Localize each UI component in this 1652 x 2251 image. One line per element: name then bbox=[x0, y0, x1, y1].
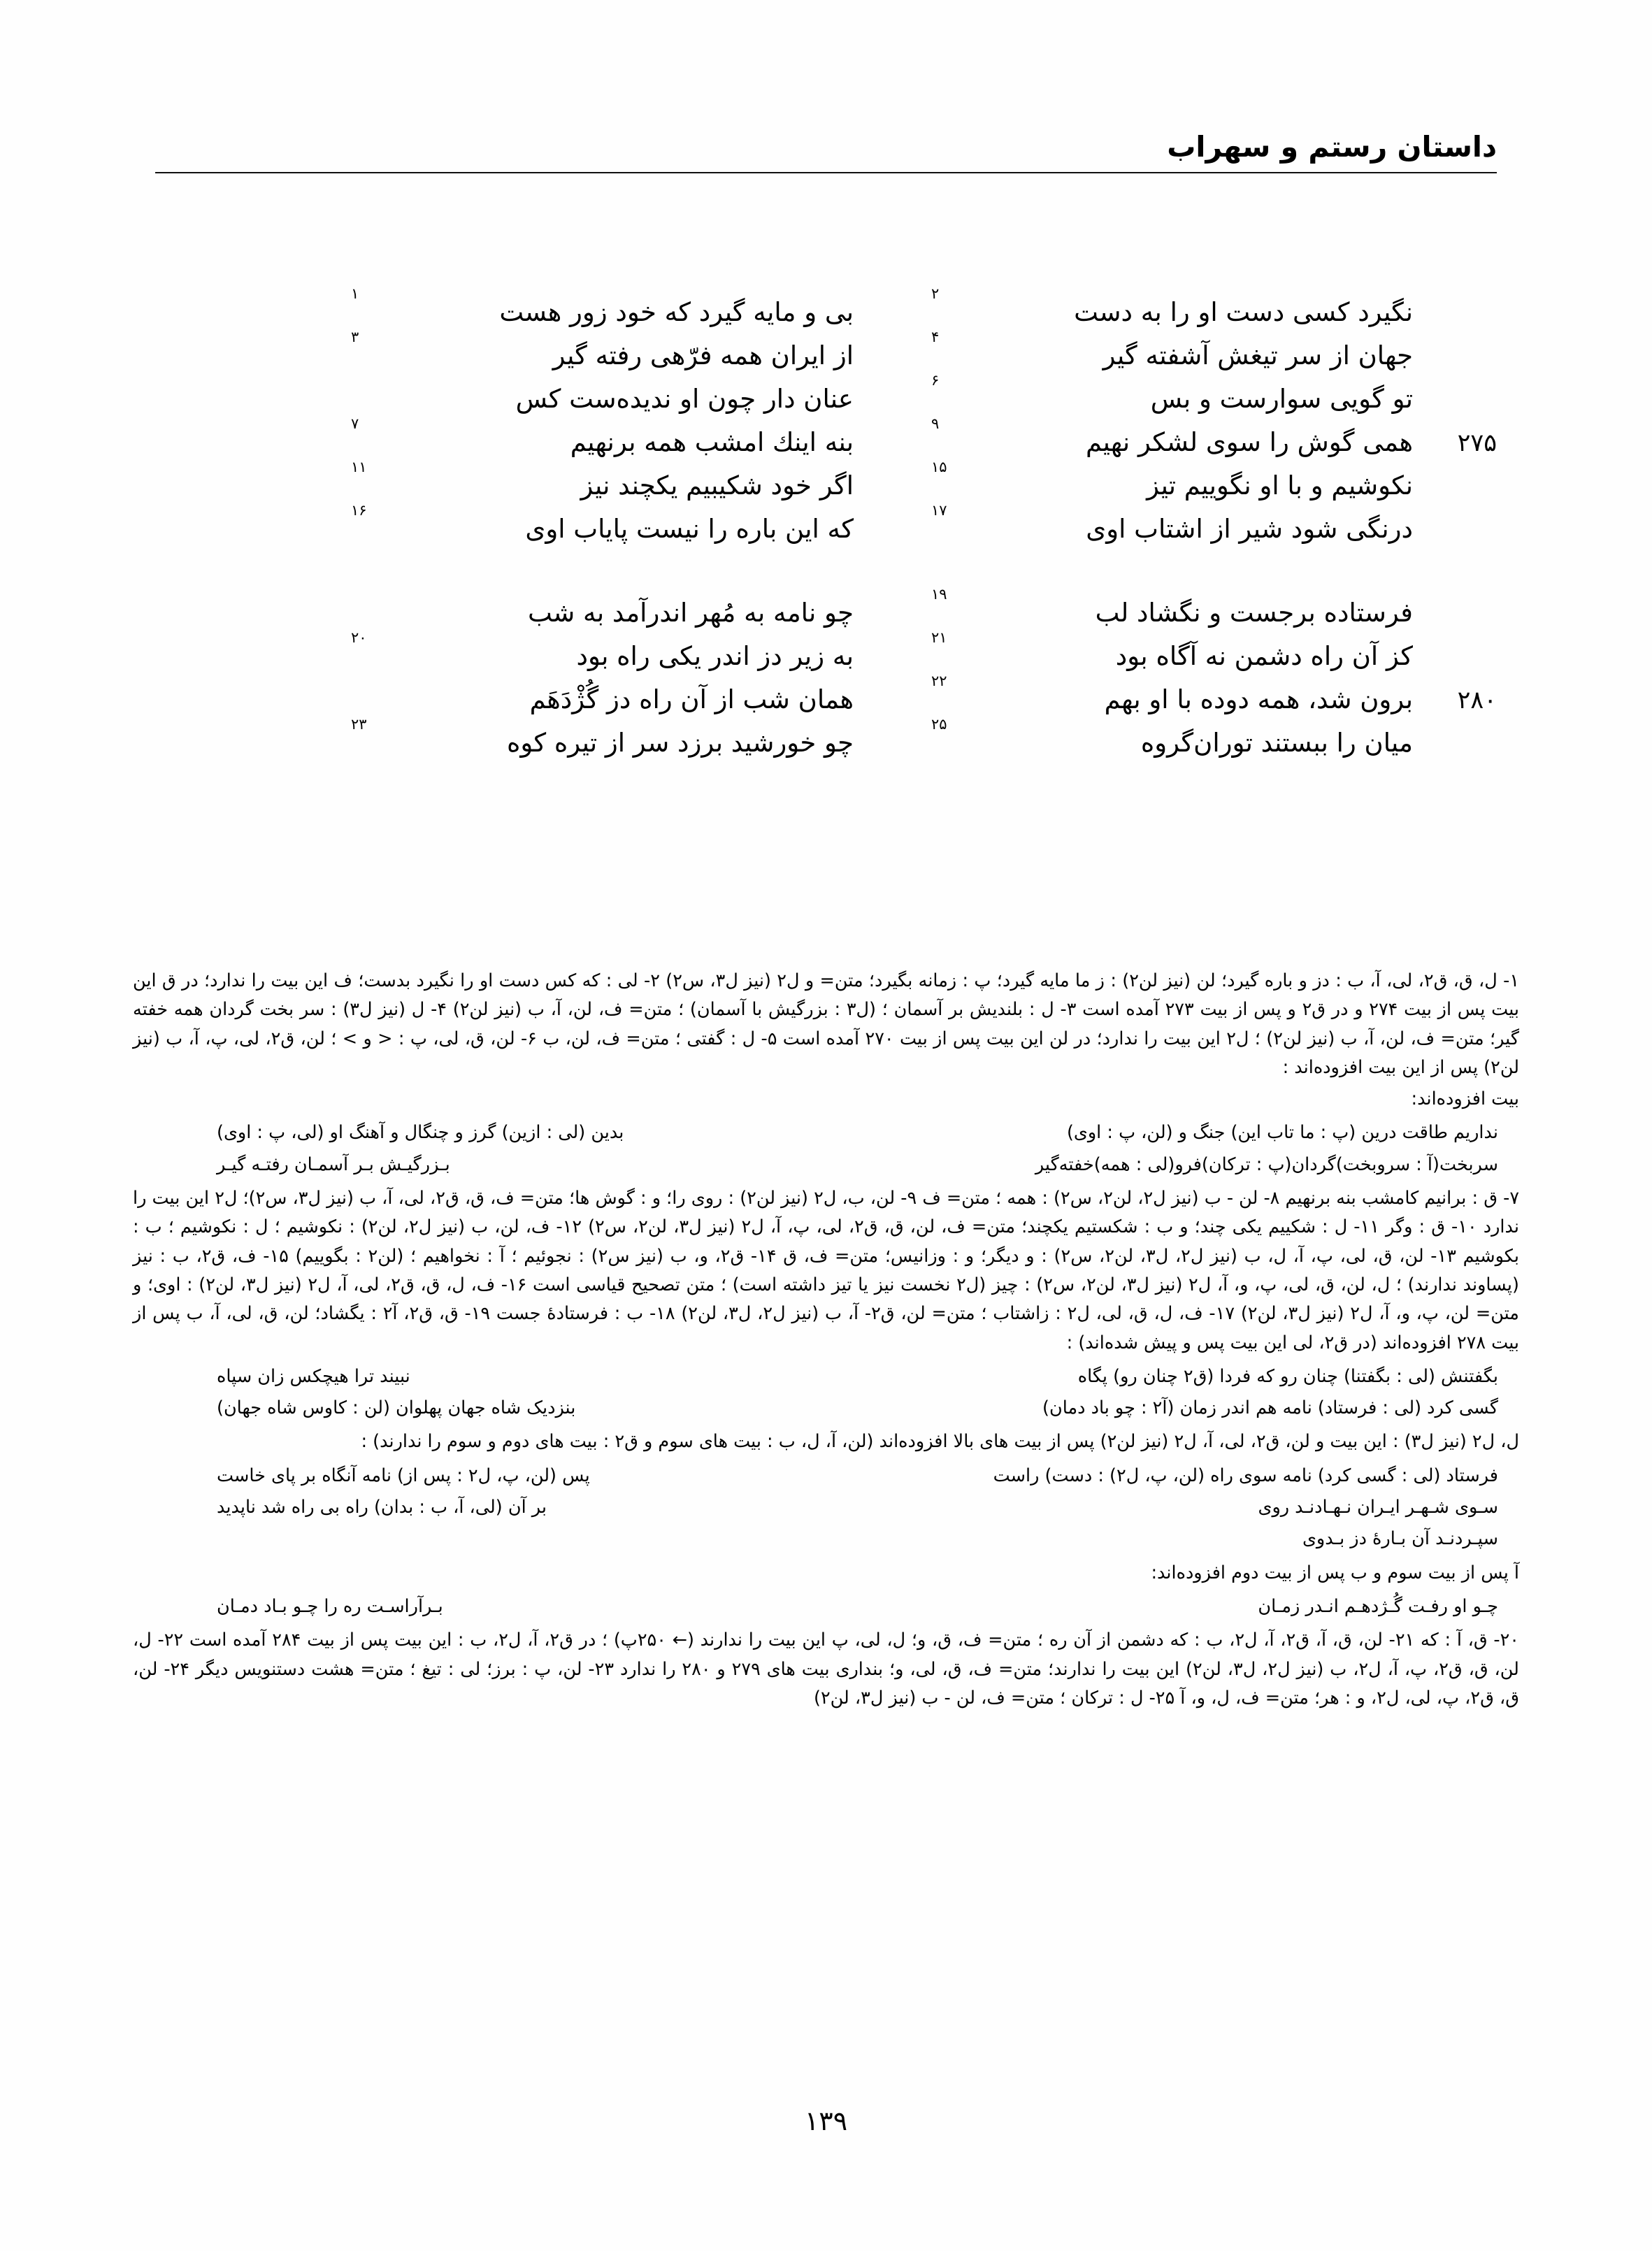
hemistich-b: عنان دار چون او ندیده‌ست کس bbox=[515, 384, 854, 414]
hemistich-a: درنگی شود شیر از اشتاب اوی ۱۷ bbox=[931, 510, 1420, 548]
apparatus-hemistich-a: بگفتنش (لی : بگفتنا) چنان رو که فردا (ق۲ چنان رو) پگاه bbox=[1077, 1365, 1498, 1387]
apparatus-paragraph-2: ۷- ق : برانیم کامشب بنه برنهیم ۸- لن - ب (نیز ل۲، لن۲، س۲) : همه ؛ متن= ف ۹- لن، ب، ل۲ (نیز لن۲) : روی را؛ و : گوش ها؛ متن= ف، ق، ق۲، لی، آ، ب (نیز ل۳، س۲)؛ ل۲ این بیت را ندارد ۱۰- ق : وگر ۱۱- ل : شکییم یکی چند؛ و ب : شکستیم یکچند؛ متن= ف، لن، ق، ق۲، لی، پ، آ، ل۲ (نیز ل۳، لن۲، س۲) ۱۲- ف، لن، ب (نیز ل۲، لن۲) : نکوشیم ؛ ل : نکوشیم ؛ ب : بکوشیم ۱۳- لن، ق، لی، پ، آ، ل، ب (نیز ل۲، ل۳، لن۲، س۲) : و دیگر؛ و : وزانیس؛ متن= ف، ق ۱۴- ق۲، و، ب (نیز س۲) : نجوئیم ؛ آ : نخواهیم ؛ (لن۲ : بگوییم) ۱۵- ف، ق۲، ب : نیز (پساوند ندارند) ؛ ل، لن، ق، لی، پ، و، آ، ل۲ (نیز ل۳، لن۲، س۲) : چیز (ل۲ نخست نیز یا تیز داشته است) ؛ متن تصحیح قیاسی است ۱۶- ف، ل، ق، ق۲، لی، آ، ل۲ (نیز ل۳، لن۲) : اوی؛ و متن= لن، پ، و، آ، ل۲ (نیز ل۳، لن۲) ۱۷- ف، ل، ق، لی، ل۲ : زاشتاب ؛ متن= لن، ق۲- آ، ب (نیز ل۲، ل۳، لن۲) ۱۸- ب : فرستادهٔ جست ۱۹- ق، ق۲، آ۲ : یگشاد؛ لن، ق، لی، آ، ب پس از بیت ۲۷۸ افزوده‌اند (در ق۲، لی این بیت پس و پیش شده‌اند) : bbox=[133, 1188, 1520, 1353]
verse-line bbox=[155, 502, 1497, 554]
hemistich-b: به زیر دز اندر یکی راه بود ۲۰ bbox=[350, 638, 854, 675]
hemistich-b: بنه اینك امشب همه برنهیم ۷ bbox=[350, 424, 854, 461]
footnote-marker: ۲۰ bbox=[351, 629, 367, 646]
apparatus-hemistich-b: بـرآراسـت ره را چـو بـاد دمـان bbox=[217, 1595, 443, 1617]
apparatus-hemistich-a: نداریم طاقت درین (پ : ما تاب این) جنگ و (لن، پ : اوی) bbox=[1066, 1122, 1498, 1144]
verse-area bbox=[155, 285, 1497, 808]
footnote-marker: ۷ bbox=[351, 415, 359, 432]
critical-apparatus bbox=[133, 967, 1519, 1713]
apparatus-couplet-line bbox=[133, 1592, 1519, 1621]
apparatus-couplet-four bbox=[133, 1592, 1519, 1621]
footnote-marker: ۶ bbox=[931, 372, 940, 389]
footnote-marker: ۱ bbox=[351, 285, 359, 302]
hemistich-a: همی گوش را سوی لشکر نهیم ۹ bbox=[931, 424, 1420, 461]
hemistich-a: فرستاده برجست و نگشاد لب ۱۹ bbox=[931, 594, 1420, 632]
running-head-block bbox=[155, 130, 1497, 173]
footnote-marker: ۱۵ bbox=[931, 459, 947, 475]
hemistich-b: اگر خود شکیبیم یکچند نیز ۱۱ bbox=[350, 467, 854, 505]
apparatus-couplet-line bbox=[133, 1119, 1519, 1147]
footnote-marker: ۲۳ bbox=[351, 716, 367, 733]
footnote-marker: ۲۵ bbox=[931, 716, 947, 733]
hemistich-a: برون شد، همه دوده با او بهم ۲۲ bbox=[931, 681, 1420, 719]
stanza-two bbox=[155, 586, 1497, 768]
footnote-marker: ۱۱ bbox=[351, 459, 367, 475]
apparatus-hemistich-b: پس (لن، پ، ل۲ : پس از) نامه آنگاه بر پای خاست bbox=[217, 1465, 590, 1486]
footnote-marker: ۴ bbox=[931, 329, 940, 345]
apparatus-hemistich-b: بـزرگیـش بـر آسمـان رفتـه گیـر bbox=[217, 1153, 450, 1175]
hemistich-b: همان شب از آن راه دز گُژْدَهَم bbox=[529, 684, 854, 714]
apparatus-hemistich-b: بدین (لی : ازین) گرز و چنگال و آهنگ او (لی، پ : اوی) bbox=[217, 1122, 624, 1144]
hemistich-b: بی و مایه گیرد که خود زور هست ۱ bbox=[350, 294, 854, 331]
footnote-marker: ۲ bbox=[931, 285, 940, 302]
page-number: ۱۳۹ bbox=[804, 2106, 848, 2136]
footnote-marker: ۱۹ bbox=[931, 586, 947, 603]
verse-number: ۲۷۵ bbox=[1457, 429, 1497, 457]
apparatus-hemistich-a: چـو او رفـت گُـژدهـم انـدر زمـان bbox=[1258, 1595, 1498, 1617]
apparatus-hemistich-b: نبیند ترا هیچکس زان سپاه bbox=[217, 1365, 410, 1387]
hemistich-b: از ایران همه فرّهی رفته گیر ۳ bbox=[350, 337, 854, 375]
apparatus-hemistich-b: بر آن (لی، آ، ب : بدان) راه بی راه شد ناپدید bbox=[217, 1497, 547, 1518]
apparatus-couplet-line bbox=[133, 1362, 1519, 1391]
hemistich-b: چو نامه به مُهر اندرآمد به شب bbox=[527, 598, 854, 628]
footnote-marker: ۳ bbox=[351, 329, 359, 345]
running-head-rule bbox=[155, 172, 1497, 173]
verse-line bbox=[155, 329, 1497, 380]
footnote-marker: ۱۶ bbox=[351, 502, 367, 519]
apparatus-paragraph-4: آ پس از بیت سوم و ب پس از بیت دوم افزوده‌اند: bbox=[1151, 1562, 1519, 1583]
apparatus-couplet-line bbox=[133, 1493, 1519, 1522]
apparatus-couplet-one bbox=[133, 1119, 1519, 1179]
hemistich-a: تو گویی سوارست و بس ۶ bbox=[931, 380, 1420, 418]
apparatus-hemistich-a: سـوی شـهـر ایـران نـهـادنـد روی bbox=[1258, 1497, 1498, 1518]
footnote-marker: ۹ bbox=[931, 415, 940, 432]
hemistich-b: چو خورشید برزد سر از تیره کوه ۲۳ bbox=[350, 724, 854, 762]
footnote-marker: ۱۷ bbox=[931, 502, 947, 519]
apparatus-hemistich-a: فرستاد (لی : گسی کرد) نامه سوی راه (لن، پ، ل۲) : دست) راست bbox=[993, 1465, 1498, 1486]
footnote-marker: ۲۱ bbox=[931, 629, 947, 646]
hemistich-b: که این باره را نیست پایاب اوی ۱۶ bbox=[350, 510, 854, 548]
apparatus-couplet-line bbox=[133, 1525, 1519, 1553]
apparatus-hemistich-b: بنزدیک شاه جهان پهلوان (لن : کاوس شاه جهان) bbox=[217, 1397, 576, 1419]
apparatus-hemistich-a: گسی کرد (لی : فرستاد) نامه هم اندر زمان (آ۲ : چو باد دمان) bbox=[1042, 1397, 1498, 1419]
apparatus-paragraph-1: ۱- ل، ق، ق۲، لی، آ، ب : دز و باره گیرد؛ لن (نیز لن۲) : ز ما مایه گیرد؛ پ : زمانه بگیرد؛ متن= و ل۲ (نیز ل۳، س۲) ۲- لی : که کس دست او را نگیرد بدست؛ ف این بیت را ندارد؛ در ق این بیت پس از بیت ۲۷۴ و در ق۲ و پس از بیت ۲۷۳ آمده است ۳- ل : بلندیش بر آسمان ؛ (ل۳ : بزرگیش با آسمان) ؛ متن= ف، لن، آ، ب (نیز لن۲) ۴- ل (نیز ل۳) : سر بخت گردان همه خفته گیر؛ متن= ف، لن، آ، ب (نیز لن۲) ؛ ل۲ این بیت را ندارد؛ در لن این بیت پس از بیت ۲۷۰ آمده است ۵- ل : گفتی ؛ متن= ف، لن، ب ۶- لن، ق، لی، پ : < و > ؛ لن، ق۲، لی، پ، آ، ب (نیز لن۲) پس از این بیت افزوده‌اند : bbox=[133, 970, 1520, 1078]
apparatus-couplet-line bbox=[133, 1151, 1519, 1179]
apparatus-couplet-three bbox=[133, 1462, 1519, 1554]
hemistich-a: کز آن راه دشمن نه آگاه بود ۲۱ bbox=[931, 638, 1420, 675]
apparatus-couplet-line bbox=[133, 1394, 1519, 1423]
stanza-one bbox=[155, 285, 1497, 554]
apparatus-couplet-two bbox=[133, 1362, 1519, 1423]
apparatus-couplet-line bbox=[133, 1462, 1519, 1490]
hemistich-a: جهان از سر تیغش آشفته گیر ۴ bbox=[931, 337, 1420, 375]
footnote-marker: ۲۲ bbox=[931, 673, 947, 689]
apparatus-paragraph-5: ۲۰- ق، آ : که ۲۱- لن، ق، آ، ق۲، آ، ل۲، ب : که دشمن از آن ره ؛ متن= ف، ق، و؛ ل، لی، پ این بیت را ندارند (← ۲۵۰پ) ؛ در ق۲، آ، ل۲، ب : این بیت پس از بیت ۲۸۴ آمده است ۲۲- ل، لن، ق، ق۲، پ، آ، ل۲، ب (نیز ل۲، ل۳، لن۲) این بیت را ندارند؛ متن= ف، ق، لی، و؛ بنداری بیت های ۲۷۹ و ۲۸۰ را ندارد ۲۳- لن، پ : برز؛ لی : تیغ ؛ متن= هشت دستنویس دیگر ۲۴- لن، ق، ق۲، پ، لی، ل۲، و : هر؛ متن= ف، ل، و، آ ۲۵- ل : ترکان ؛ متن= ف، لن - ب (نیز ل۳، لن۲) bbox=[133, 1630, 1519, 1709]
hemistich-a: نگیرد کسی دست او را به دست ۲ bbox=[931, 294, 1420, 331]
verse-line bbox=[155, 716, 1497, 768]
apparatus-added-verse-intro-1: بیت افزوده‌اند: bbox=[1411, 1088, 1519, 1110]
hemistich-a: میان را ببستند توران‌گروه ۲۵ bbox=[931, 724, 1420, 762]
apparatus-paragraph-3: ل، ل۲ (نیز ل۳) : این بیت و لن، ق۲، لی، آ، ل۲ (نیز لن۲) پس از بیت های بالا افزوده‌اند (لن، آ، ل، ب : بیت های سوم و ق۲ : بیت های دوم و سوم را ندارند) : bbox=[361, 1431, 1519, 1453]
apparatus-hemistich-a: سپـردنـد آن بـارهٔ دز بـدوی bbox=[1302, 1528, 1498, 1550]
verse-line bbox=[155, 629, 1497, 681]
apparatus-hemistich-a: سربخت(آ : سروبخت)گردان(پ : ترکان)فرو(لی : همه)خفته‌گیر bbox=[1035, 1153, 1498, 1175]
verse-number: ۲۸۰ bbox=[1457, 686, 1497, 714]
hemistich-a: نکوشیم و با او نگوییم تیز ۱۵ bbox=[931, 467, 1420, 505]
running-head-title: داستان رستم و سهراب bbox=[1167, 130, 1497, 164]
